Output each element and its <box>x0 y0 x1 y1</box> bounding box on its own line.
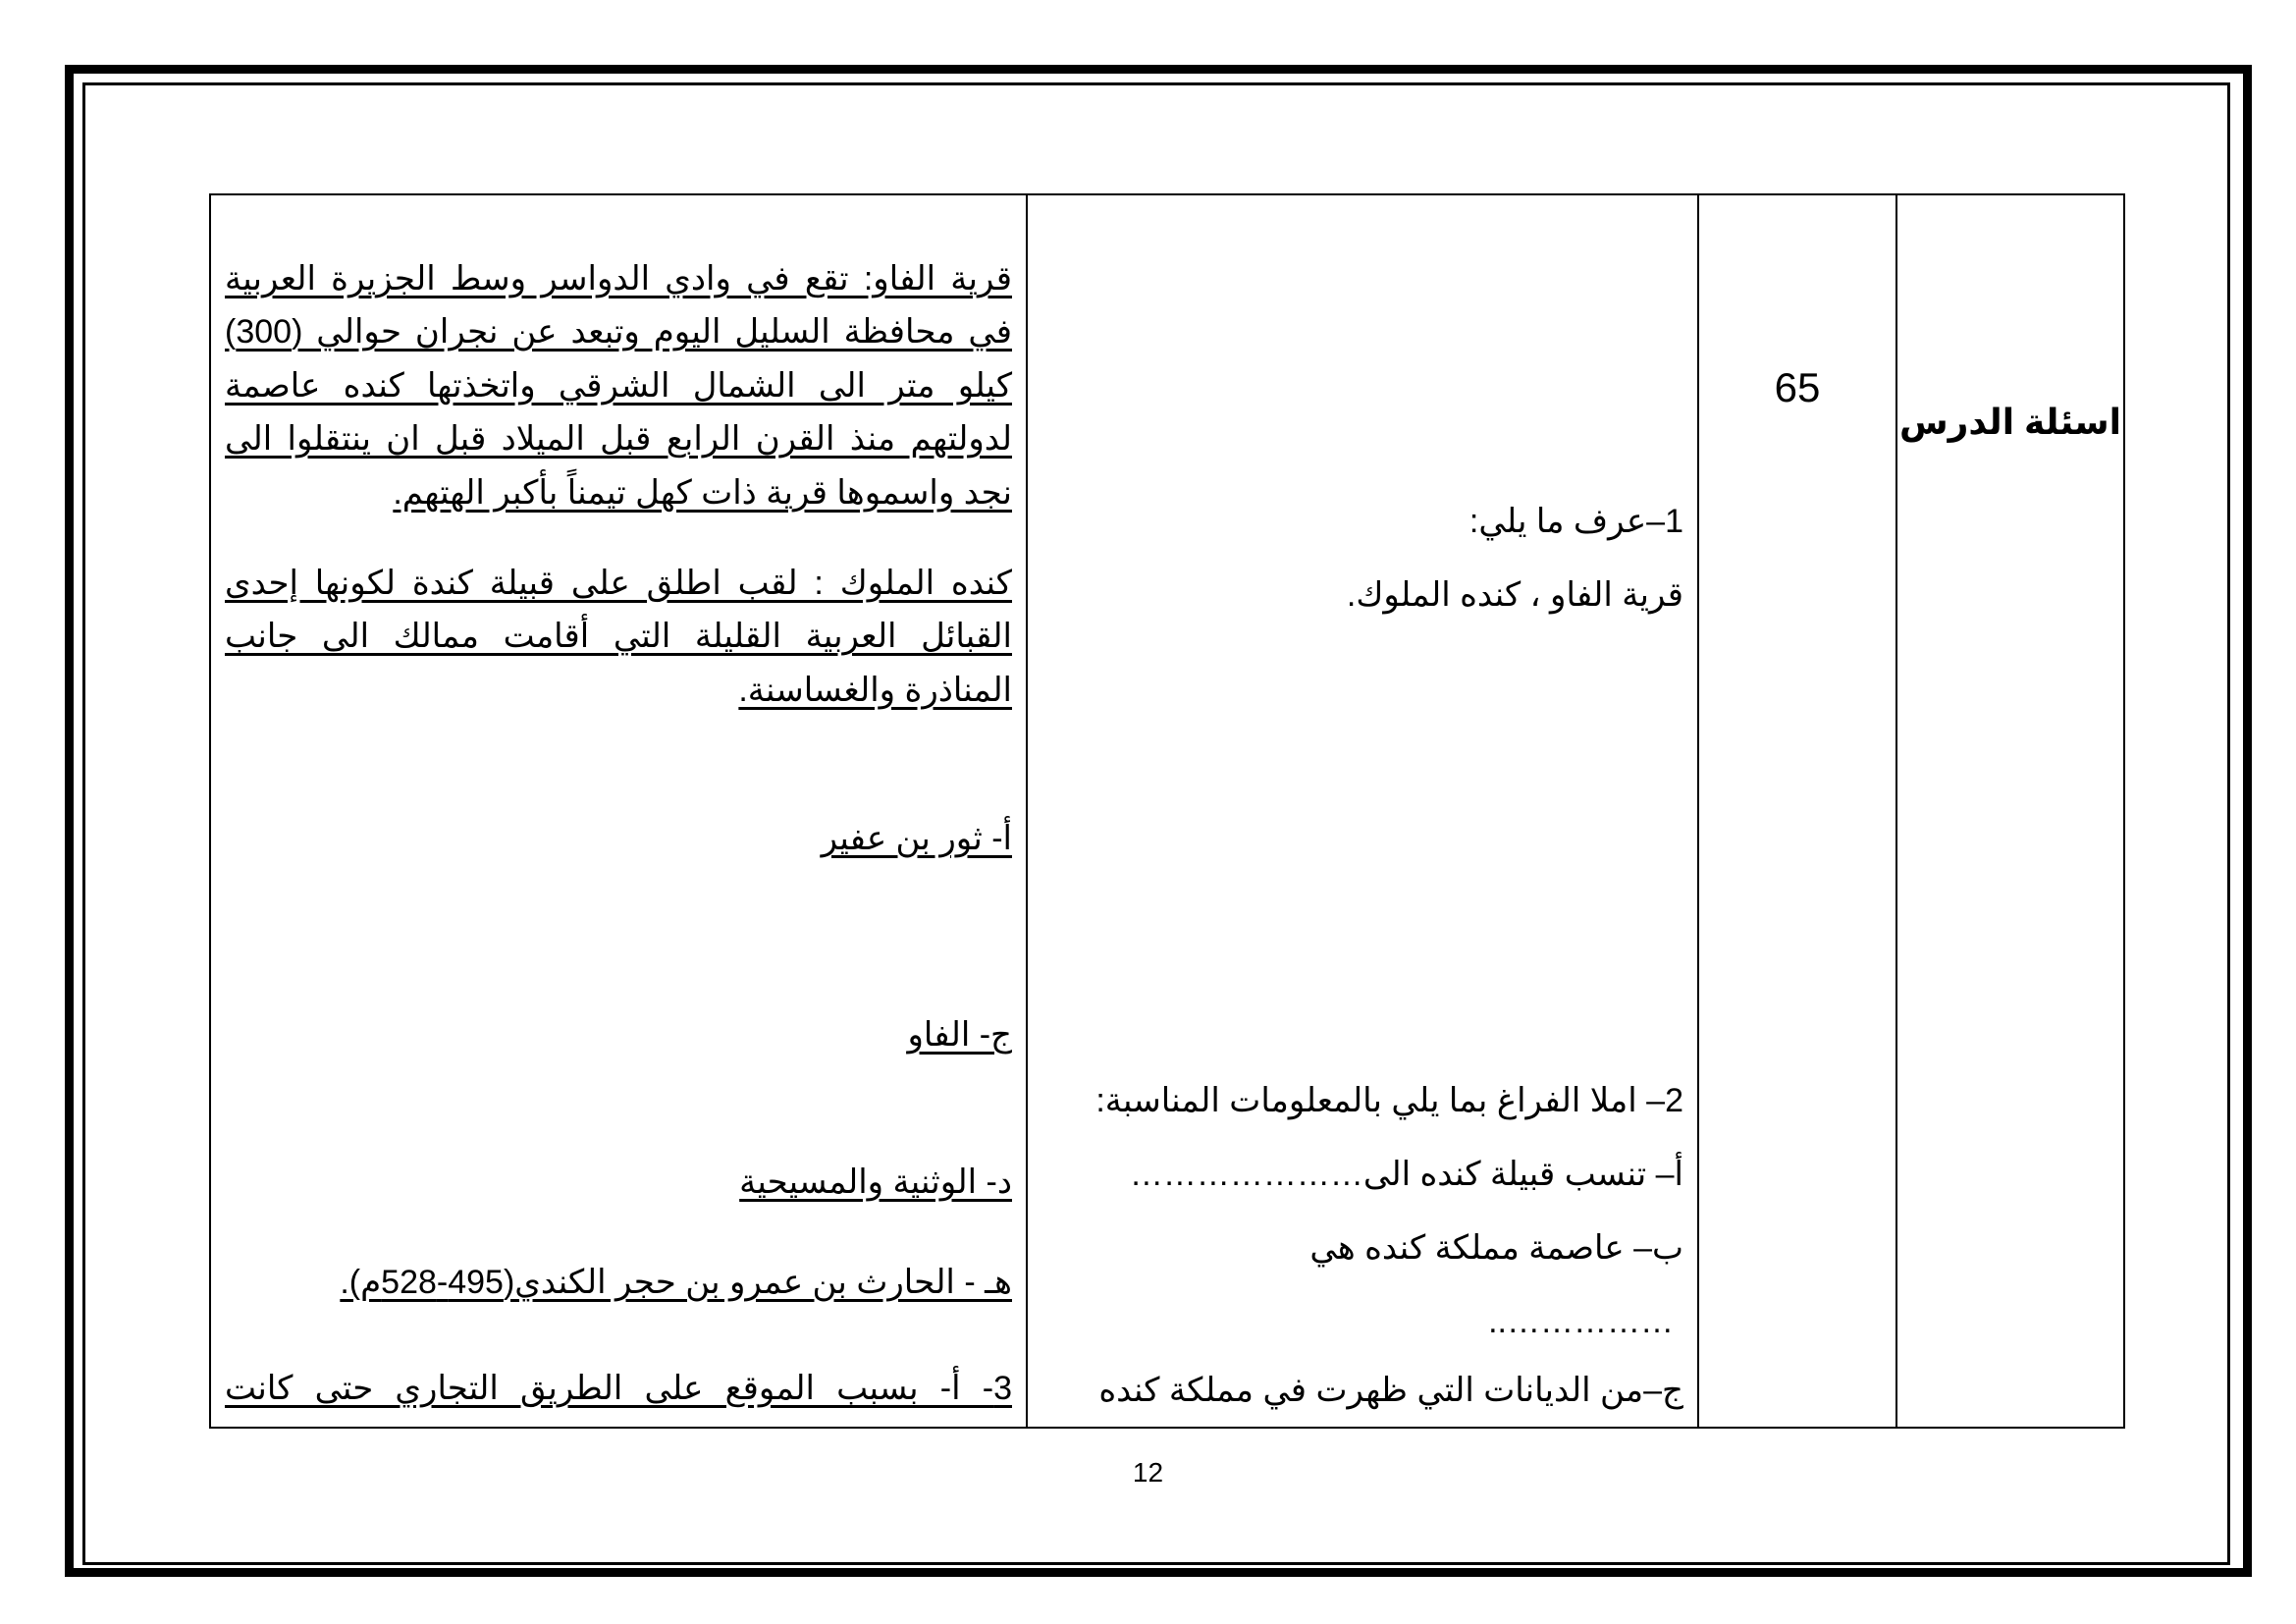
answer-2e: هـ - الحارث بن عمرو بن حجر الكندي(495-528م). <box>340 1264 1012 1301</box>
answer-kinda: كنده الملوك : لقب اطلق على قبيلة كندة لكونها إحدى القبائل العربية القليلة التي أقامت ممالك الى جانب المناذرة والغساسنة. <box>225 565 1012 709</box>
page-number: 12 <box>1132 1457 1164 1488</box>
question-1-title: 1–عرف ما يلي: <box>1468 503 1683 540</box>
answer-2d: د- الوثنية والمسيحية <box>739 1164 1012 1201</box>
question-2-title: 2– املا الفراغ بما يلي بالمعلومات المناسبة: <box>1095 1082 1683 1119</box>
questions-cell <box>1027 194 1698 1428</box>
title-cell <box>1896 194 2124 1428</box>
lesson-table <box>209 193 2125 1429</box>
answer-2a: أ- ثور بن عفير <box>821 820 1012 857</box>
question-2-b-blank: …………….. <box>1488 1303 1674 1340</box>
page-ref-cell <box>1698 194 1896 1428</box>
question-1-items: قرية الفاو ، كنده الملوك. <box>1346 576 1683 614</box>
answer-2c: ج- الفاو <box>907 1016 1012 1054</box>
answer-3: 3- أ- بسبب الموقع على الطريق التجاري حتى كانت <box>225 1370 1012 1407</box>
section-title: اسئلة الدرس <box>1898 402 2122 442</box>
question-2-a: أ– تنسب قبيلة كنده الى………………… <box>1129 1156 1683 1193</box>
answer-faw: قرية الفاو: تقع في وادي الدواسر وسط الجزيرة العربية في محافظة السليل اليوم وتبعد عن نجران حوالي (300) كيلو متر الى الشمال الشرقي واتخذتها كنده عاصمة لدولتهم منذ القرن الرابع قبل الميلاد قبل ان ينتقلوا الى نجد واسموها قرية ذات كهل تيمناً بأكبر الهتهم. <box>225 260 1012 512</box>
table-row <box>210 194 2124 1428</box>
question-2-b: ب– عاصمة مملكة كنده هي <box>1309 1229 1683 1267</box>
page-ref-number: 65 <box>1774 364 1821 410</box>
question-2-c: ج–من الديانات التي ظهرت في مملكة كنده <box>1098 1372 1683 1409</box>
answers-cell <box>210 194 1027 1428</box>
